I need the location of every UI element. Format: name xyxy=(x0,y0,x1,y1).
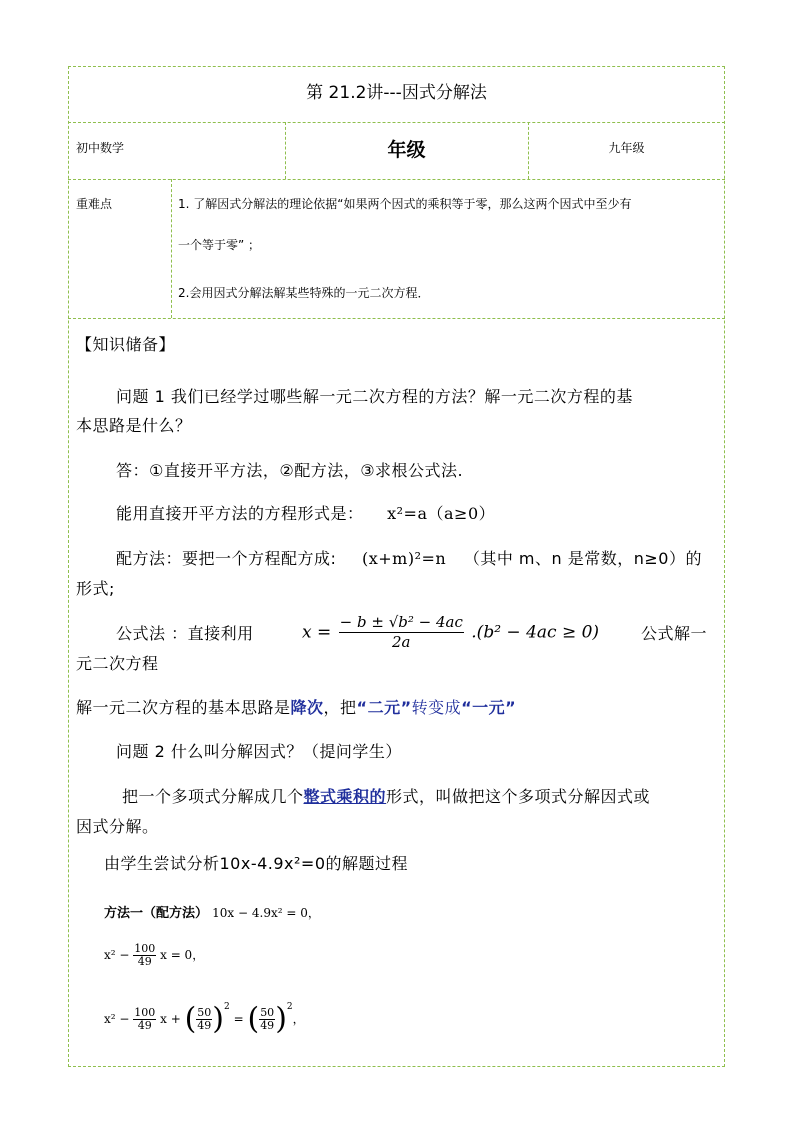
subject-label: 初中数学 xyxy=(76,141,125,155)
completing-square-cont: 形式; xyxy=(76,579,115,598)
step-three-mid: x + xyxy=(160,1012,181,1026)
step-three-fraction xyxy=(133,1007,156,1032)
key-point-1-cont: 一个等于零” ； xyxy=(178,238,261,252)
question-1: 问题 1 我们已经学过哪些解一元二次方程的方法？解一元二次方程的基 xyxy=(116,387,633,406)
step-three-equation xyxy=(104,1002,305,1035)
key-point-2: 2.会用因式分解法解某些特殊的一元二次方程． xyxy=(178,286,430,300)
right-paren: ) xyxy=(275,1001,287,1037)
right-paren: ) xyxy=(212,1001,225,1037)
completing-square-text: 配方法：要把一个方程配方成: xyxy=(116,549,337,568)
question-2: 问题 2 什么叫分解因式？（提问学生） xyxy=(116,742,402,761)
left-paren: ( xyxy=(247,1001,260,1037)
step-three-fraction xyxy=(259,1007,275,1032)
method-one-equation: 10x − 4.9x² = 0， xyxy=(212,906,320,920)
factoring-definition-cont: 因式分解。 xyxy=(76,817,159,836)
comma: ， xyxy=(292,1012,305,1026)
table-divider xyxy=(171,179,172,318)
method-one-line xyxy=(104,902,320,921)
definition-text: 形式，叫做把这个多项式分解因式或 xyxy=(386,787,651,806)
fraction-denominator: 49 xyxy=(137,1019,152,1032)
completing-square-line xyxy=(116,546,702,569)
step-two-tail: x = 0， xyxy=(160,948,205,962)
keyword-reduce-degree: 降次 xyxy=(290,698,324,717)
table-divider xyxy=(68,179,725,180)
key-point-1: 1. 了解因式分解法的理论依据“如果两个因式的乘积等于零，那么这两个因式中至少有 xyxy=(178,197,632,211)
direct-method-text: 能用直接开平方法的方程形式是： xyxy=(116,504,364,523)
answer-1: 答：①直接开平方法，②配方法，③求根公式法. xyxy=(116,461,464,480)
question-1-cont: 本思路是什么？ xyxy=(76,416,192,435)
direct-method-line xyxy=(116,501,495,524)
formula-numerator: − b ± √b² − 4ac xyxy=(339,613,463,631)
definition-text: 把一个多项式分解成几个 xyxy=(122,787,304,806)
completing-square-formula: (x+m)²=n xyxy=(362,549,447,568)
factoring-definition xyxy=(122,784,650,807)
keyword-one-unknown: “一元” xyxy=(461,698,517,717)
lesson-title: 第 21.2讲---因式分解法 xyxy=(306,83,487,103)
basic-idea-text: 转变成 xyxy=(411,698,462,717)
formula-condition: .(b² − 4ac ≥ 0) xyxy=(471,622,600,643)
fraction-numerator: 100 xyxy=(134,942,156,955)
fraction-denominator: 49 xyxy=(260,1019,275,1032)
keyword-two-unknown: “二元” xyxy=(356,698,412,717)
fraction-denominator: 49 xyxy=(197,1019,212,1032)
step-two-fraction xyxy=(133,943,156,968)
section-heading: 【知识储备】 xyxy=(76,335,176,354)
fraction-numerator: 50 xyxy=(260,1006,275,1019)
formula-cont: 元二次方程 xyxy=(76,654,159,673)
grade-label: 年级 xyxy=(387,139,426,161)
formula-fraction xyxy=(339,613,464,652)
fraction-numerator: 50 xyxy=(197,1006,212,1019)
basic-idea-text: ，把 xyxy=(323,698,357,717)
left-paren: ( xyxy=(184,1001,197,1037)
step-two-equation xyxy=(104,943,204,968)
step-three-fraction xyxy=(196,1007,212,1032)
student-attempt: 由学生尝试分析10x-4.9x²=0的解题过程 xyxy=(104,854,409,873)
quadratic-formula xyxy=(302,613,599,652)
definition-keyword: 整式乘积的 xyxy=(303,787,387,806)
basic-idea-text: 解一元二次方程的基本思路是 xyxy=(76,698,291,717)
table-divider xyxy=(68,318,725,319)
formula-lead: 公式法 ：直接利用 xyxy=(116,624,254,643)
key-points-label: 重难点 xyxy=(76,197,113,211)
equals-sign: = xyxy=(233,1012,244,1026)
method-one-label: 方法一（配方法） xyxy=(104,906,209,921)
completing-square-condition: （其中 m、n 是常数，n≥0）的 xyxy=(463,549,702,568)
formula-denominator: 2a xyxy=(392,633,411,651)
grade-value: 九年级 xyxy=(608,141,645,155)
fraction-denominator: 49 xyxy=(137,955,152,968)
table-divider xyxy=(68,122,725,123)
square-exponent: 2 xyxy=(224,1002,230,1012)
fraction-numerator: 100 xyxy=(134,1006,156,1019)
step-three-lead: x² − xyxy=(104,1012,130,1026)
formula-x: x = xyxy=(302,622,332,643)
square-exponent: 2 xyxy=(286,1002,293,1012)
direct-method-formula: x²=a（a≥0） xyxy=(387,504,496,523)
basic-idea xyxy=(76,695,516,718)
step-two-lead: x² − xyxy=(104,948,130,962)
formula-tail: 公式解一 xyxy=(641,624,708,643)
